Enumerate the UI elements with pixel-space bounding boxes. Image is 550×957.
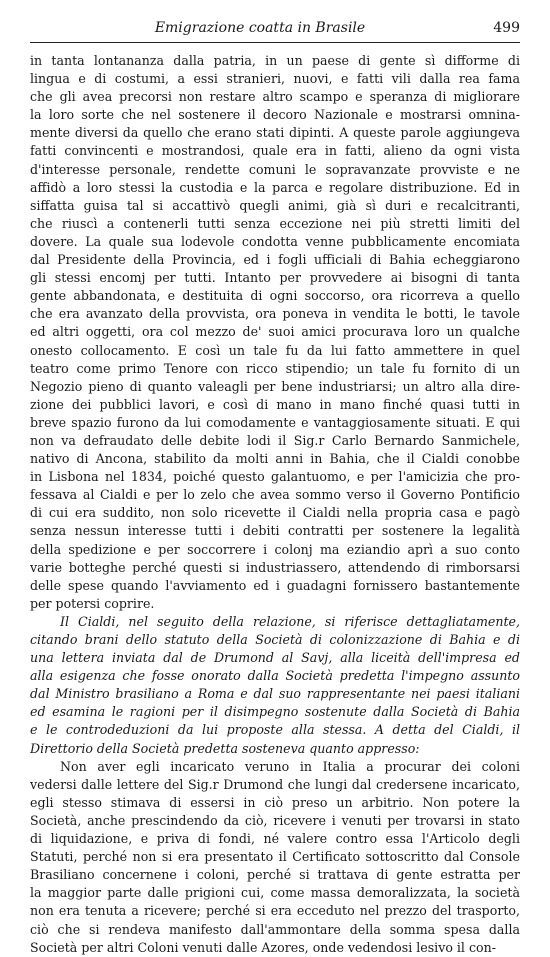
text-line: vedersi dalle lettere del Sig.r Drumond che lungi dal credersene incaricato, <box>30 776 520 792</box>
text-line: in tanta lontananza dalla patria, in un paese di gente sì difforme di <box>30 53 520 68</box>
text-line: fatti convincenti e mostrandosi, quale era in fatti, alieno da ogni vista <box>30 143 520 159</box>
text-line: in Lisbona nel 1834, poiché questo galantuomo, e per l'amicizia che pro- <box>30 469 520 485</box>
text-line: non era tenuta a ricevere; perché si era ecceduto nel prezzo del trasporto, <box>30 903 520 919</box>
text-line: una lettera inviata dal de Drumond al Savj, alla liceità dell'impresa ed <box>30 650 520 666</box>
text-line: Società, anche prescindendo da ciò, ricevere i venuti per trovarsi in stato <box>30 812 520 828</box>
text-line: Il Cialdi, nel seguito della relazione, si riferisce dettagliatamente, <box>60 613 520 629</box>
body-text <box>30 52 520 957</box>
text-line: Brasiliano concernene i coloni, perché si trattava di gente estratta per <box>30 867 520 883</box>
text-line: la maggior parte dalle prigioni cui, come massa demoralizzata, la società <box>30 885 520 901</box>
text-paragraph <box>30 758 520 957</box>
text-line: e le controdeduzioni da lui proposte alla stessa. A detta del Cialdi, il <box>30 722 520 738</box>
text-line: Direttorio della Società predetta sosteneva quanto appresso: <box>30 740 420 756</box>
text-line: non va defraudato delle debite lodi il Sig.r Carlo Bernardo Sanmichele, <box>30 432 520 448</box>
text-line: lingua e di costumi, a essi stranieri, nuovi, e fatti vili dalla rea fama <box>30 71 520 87</box>
text-line: che gli avea precorsi non restare altro scampo e speranza di migliorare <box>30 89 520 105</box>
text-line: ed altri oggetti, ora col mezzo de' suoi amici procurava loro un qualche <box>30 324 520 340</box>
text-line: Non aver egli incaricato veruno in Italia a procurar dei coloni <box>60 758 520 774</box>
header-rule <box>30 42 520 43</box>
text-line: alla esigenza che fosse onorato dalla Società predetta l'impegno assunto <box>30 668 520 684</box>
text-line: ciò che si rendeva manifesto dall'ammontare della somma spesa dalla <box>30 921 520 937</box>
text-line: di cui era suddito, non solo ricevette il Cialdi nella propria casa e pagò <box>30 505 520 521</box>
text-line: citando brani dello statuto della Società di colonizzazione di Bahia e di <box>30 632 520 647</box>
text-line: zione dei pubblici lavori, e così di mano in mano finché quasi tutti in <box>30 396 520 412</box>
text-line: dal Ministro brasiliano a Roma e dal suo rappresentante nei paesi italiani <box>30 686 520 702</box>
text-line: senza nessun interesse tutti i debiti contratti per sostenere la legalità <box>30 523 520 539</box>
text-line: dovere. La quale sua lodevole condotta venne pubblicamente encomiata <box>30 233 520 249</box>
text-line: siffatta guisa tal si accattivò quegli animi, già sì duri e recalcitranti, <box>30 197 520 213</box>
running-title: Emigrazione coatta in Brasile <box>154 20 366 36</box>
text-line: egli stesso stimava di essersi in ciò preso un arbitrio. Non potere la <box>30 794 520 810</box>
text-line: per potersi coprire. <box>30 595 155 611</box>
text-line: che riuscì a contenerli tutti senza eccezione nei più stretti limiti del <box>30 215 520 231</box>
text-paragraph <box>30 52 520 613</box>
text-line: nativo di Ancona, stabilito da molti anni in Bahia, che il Cialdi conobbe <box>30 451 520 467</box>
text-line: Negozio pieno di quanto valeagli per bene industriarsi; un altro alla dire- <box>30 378 520 394</box>
text-line: della spedizione e per soccorrere i colonj ma eziandio aprì a suo conto <box>30 541 520 557</box>
text-line: di liquidazione, e priva di fondi, né valere contro essa l'Articolo degli <box>30 831 520 847</box>
text-line: Società per altri Coloni venuti dalle Azores, onde vedendosi lesivo il con- <box>30 939 496 955</box>
text-line: Statuti, perché non si era presentato il Certificato sottoscritto dal Console <box>30 849 520 865</box>
text-line: onesto collocamento. E così un tale fu da lui fatto ammettere in quel <box>30 342 520 358</box>
text-line: fessava al Cialdi e per lo zelo che avea sommo verso il Governo Pontificio <box>30 487 520 503</box>
running-head <box>30 18 520 42</box>
page-number: 499 <box>493 20 520 36</box>
text-line: affidò a loro stessi la custodia e la parca e regolare distribuzione. Ed in <box>30 179 520 195</box>
text-line: la loro sorte che nel sostenere il decoro Nazionale e mostrarsi omnina- <box>30 107 520 123</box>
text-line: varie botteghe perché questi si industriassero, attendendo di rimborsarsi <box>30 559 520 575</box>
text-line: che era avanzato della provvista, ora poneva in vendita le botti, le tavole <box>30 306 520 322</box>
text-line: ed esamina le ragioni per il disimpegno sostenute dalla Società di Bahia <box>30 704 520 720</box>
text-line: dal Presidente della Provincia, ed i fogli ufficiali di Bahia echeggiarono <box>30 252 520 268</box>
text-line: gente abbandonata, e destituita di ogni soccorso, ora ricorreva a quello <box>30 288 520 304</box>
text-line: gli stessi encomj per tutti. Intanto per provvedere ai bisogni di tanta <box>30 270 520 286</box>
text-line: delle spese quando l'avviamento ed i guadagni fornissero bastantemente <box>30 577 520 593</box>
text-line: mente diversi da quello che erano stati dipinti. A queste parole aggiungeva <box>30 125 520 141</box>
text-line: breve spazio furono da lui comodamente e vantaggiosamente situati. E qui <box>30 414 520 430</box>
editorial-paragraph <box>30 613 520 758</box>
text-line: d'interesse personale, rendette comuni le sopravanzate provviste e ne <box>30 161 520 177</box>
text-line: teatro come primo Tenore con ricco stipendio; un tale fu fornito di un <box>30 360 520 376</box>
